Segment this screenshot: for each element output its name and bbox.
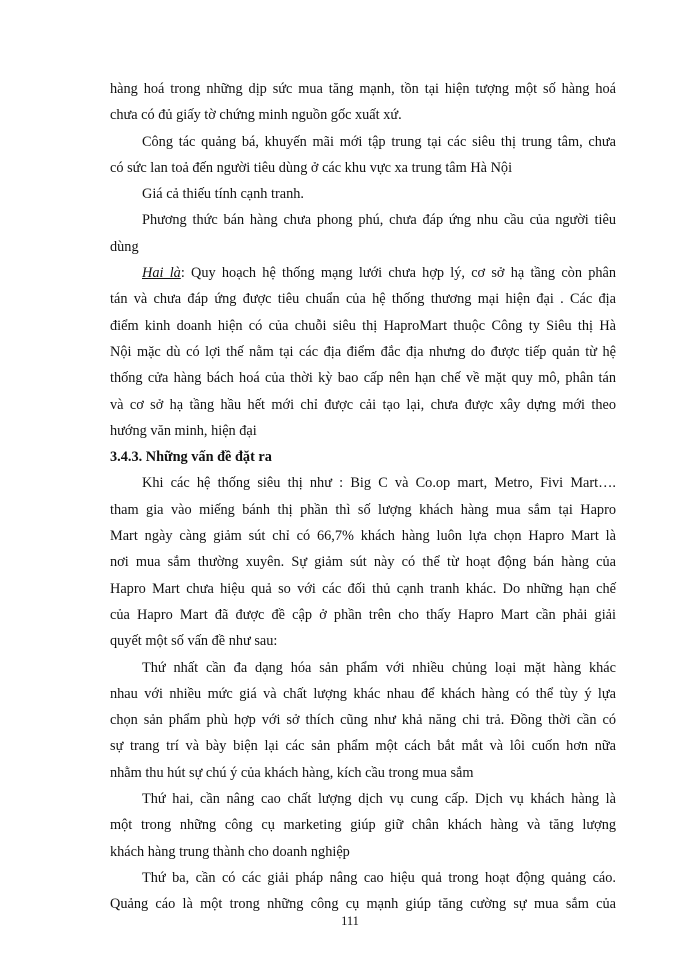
text-line: thống cửa hàng bách hoá của thời kỳ bao cấp nên hạn chế về mặt quy mô, phân tán	[110, 370, 616, 387]
text-line: nơi mua sắm thường xuyên. Sự giảm sút này có thể từ hoạt động bán hàng của	[110, 554, 616, 571]
text-line-hai-la	[110, 260, 616, 286]
text-line: và cơ sở hạ tầng hầu hết mới chỉ được cải tạo lại, chưa được xây dựng mới theo	[110, 396, 616, 413]
text-line: Công tác quảng bá, khuyến mãi mới tập trung tại các siêu thị trung tâm, chưa	[142, 133, 616, 150]
document-body	[110, 76, 616, 918]
text-line: Thứ hai, cần nâng cao chất lượng dịch vụ cung cấp. Dịch vụ khách hàng là	[142, 791, 616, 808]
text-line: quyết một số vấn đề như sau:	[110, 633, 278, 650]
text-line: Thứ nhất cần đa dạng hóa sản phẩm với nhiều chủng loại mặt hàng khác	[142, 659, 616, 676]
text-line: nhằm thu hút sự chú ý của khách hàng, kích cầu trong mua sắm	[110, 764, 474, 781]
text-line: sự trang trí và bày biện lại các sản phẩm một cách bắt mắt và lôi cuốn hơn nữa	[110, 738, 616, 755]
text-line: Mart ngày càng giảm sút chỉ có 66,7% khách hàng luôn lựa chọn Hapro Mart là	[110, 528, 616, 545]
text-line: có sức lan toả đến người tiêu dùng ở các khu vực xa trung tâm Hà Nội	[110, 159, 513, 176]
text-line: Khi các hệ thống siêu thị như : Big C và Co.op mart, Metro, Fivi Mart….	[142, 475, 616, 492]
text-line: một trong những công cụ marketing giúp giữ chân khách hàng và tăng lượng	[110, 817, 616, 834]
text-line: của Hapro Mart đã được đề cập ở phần trên cho thấy Hapro Mart cần phải giải	[110, 606, 616, 623]
text-line: Thứ ba, cần có các giải pháp nâng cao hiệu quả trong hoạt động quảng cáo.	[142, 869, 616, 886]
text-line: tham gia vào miếng bánh thị phần thì số lượng khách hàng mua sắm tại Hapro	[110, 501, 616, 518]
text-line: khách hàng trung thành cho doanh nghiệp	[110, 843, 350, 860]
text-line: chưa có đủ giấy tờ chứng minh nguồn gốc xuất xứ.	[110, 107, 402, 124]
text-line: hướng văn minh, hiện đại	[110, 422, 257, 439]
section-heading: 3.4.3. Những vấn đề đặt ra	[110, 449, 272, 466]
text-line: Phương thức bán hàng chưa phong phú, chưa đáp ứng nhu cầu của người tiêu	[142, 212, 616, 229]
text-line: chọn sản phẩm phù hợp với sở thích cũng như khả năng chi trả. Đồng thời cần có	[110, 712, 616, 729]
text-line: Quảng cáo là một trong những công cụ mạnh giúp tăng cường sự mua sắm của	[110, 896, 616, 913]
text-line: Nội mặc dù có lợi thế nằm tại các địa điểm đắc địa nhưng do được tiếp quản từ hệ	[110, 343, 616, 360]
text-line: dùng	[110, 238, 139, 255]
colon: :	[180, 265, 185, 282]
text-line: Giá cả thiếu tính cạnh tranh.	[142, 186, 304, 203]
page-number: 111	[341, 914, 359, 928]
hai-la-label: Hai là	[142, 265, 181, 282]
text-line: tán và chưa đáp ứng được tiêu chuẩn của hệ thống thương mại hiện đại . Các địa	[110, 291, 616, 308]
text-line: điểm kinh doanh hiện có của chuỗi siêu thị HaproMart thuộc Công ty Siêu thị Hà	[110, 317, 616, 334]
text-line: nhau với nhiều mức giá và chất lượng khác nhau để khách hàng có thể tùy ý lựa	[110, 685, 616, 702]
text-line-rest: Quy hoạch hệ thống mạng lưới chưa hợp lý, cơ sở hạ tầng còn phân	[191, 265, 616, 282]
text-line: hàng hoá trong những dịp sức mua tăng mạnh, tồn tại hiện tượng một số hàng hoá	[110, 81, 616, 97]
text-line: Hapro Mart chưa hiệu quả so với các đối thủ cạnh tranh khác. Do những hạn chế	[110, 580, 616, 597]
